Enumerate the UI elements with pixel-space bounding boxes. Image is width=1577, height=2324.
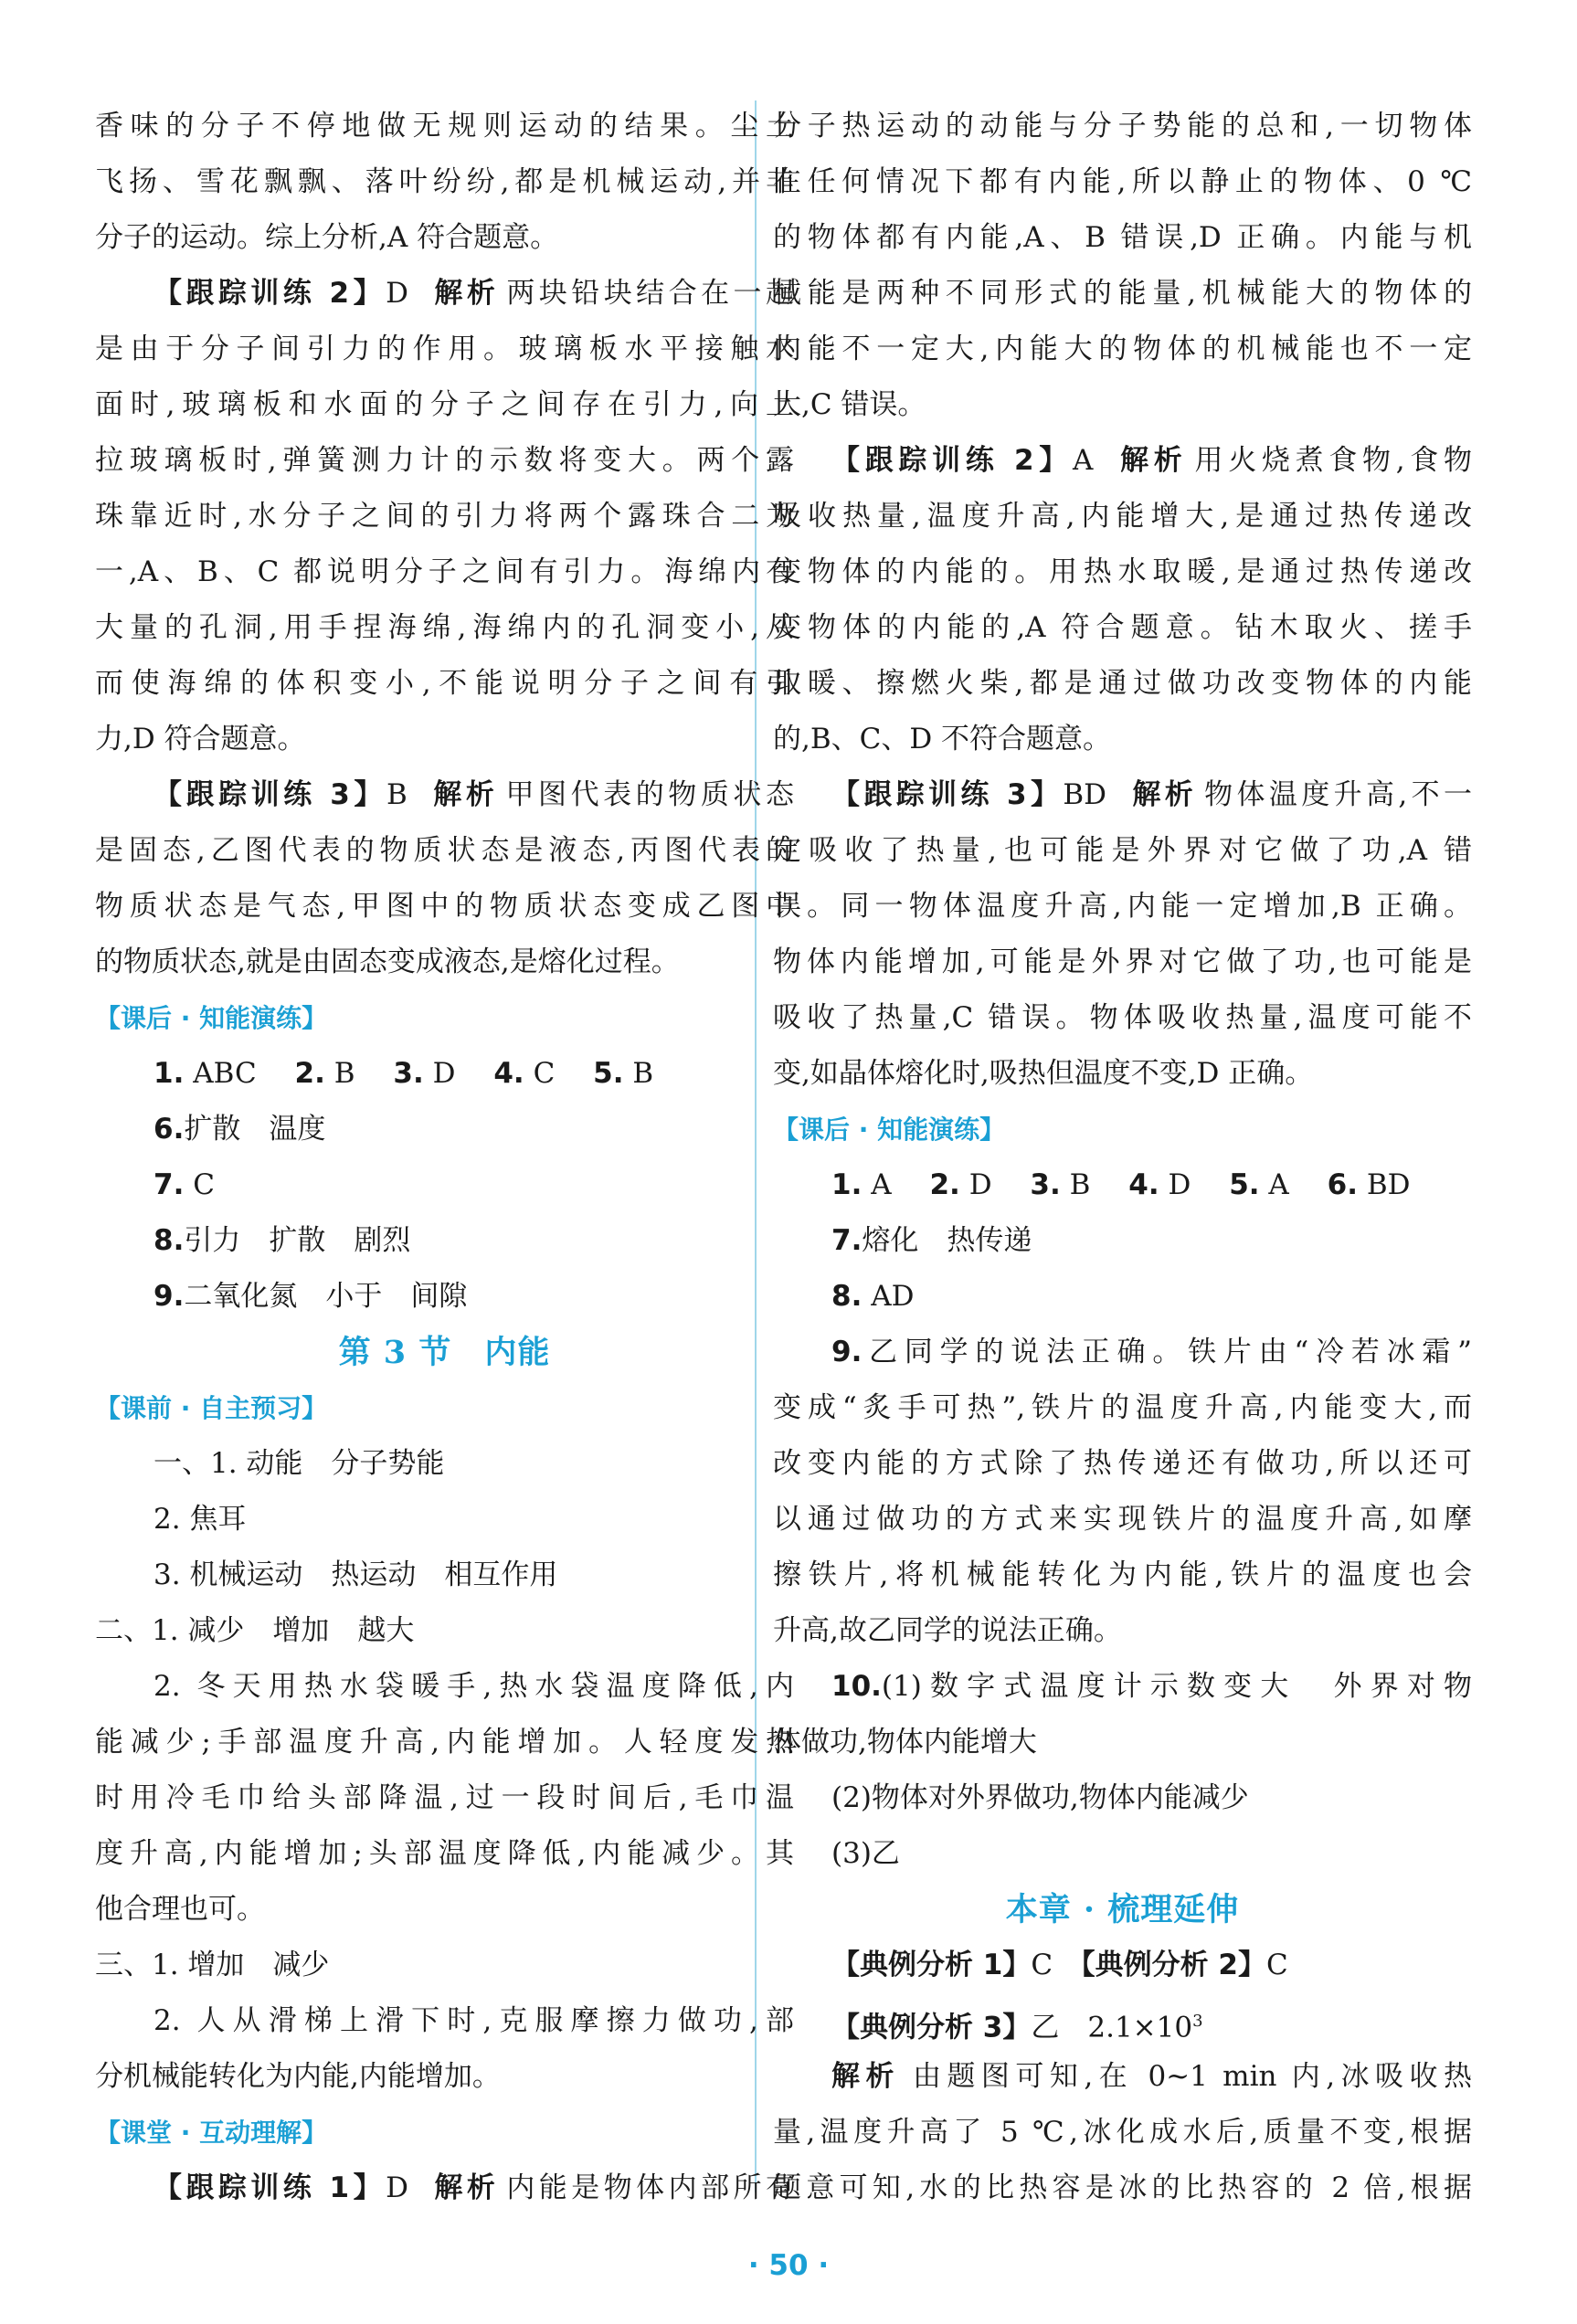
text-line: 变成“炙手可热”,铁片的温度升高,内能变大,而 (773, 1391, 1472, 1424)
text-line: 是固态,乙图代表的物质状态是液态,丙图代表的 (95, 834, 794, 867)
text-line: 的,B、C、D 不符合题意。 (773, 723, 1112, 755)
text-line: 擦铁片,将机械能转化为内能,铁片的温度也会 (773, 1558, 1472, 1591)
text-line: 2. 冬天用热水袋暖手,热水袋温度降低,内 (153, 1670, 794, 1703)
chapter-summary-title: 本章 · 梳理延伸 (1005, 1891, 1240, 1928)
answer-8: 8.引力 扩散 剧烈 (153, 1224, 411, 1257)
text-line: 内能不一定大,内能大的物体的机械能也不一定 (773, 333, 1472, 365)
answer-6: 6.扩散 温度 (153, 1113, 326, 1146)
text-line: 度升高,内能增加;头部温度降低,内能减少。其 (95, 1837, 794, 1870)
text-line: 械能是两种不同形式的能量,机械能大的物体的 (773, 277, 1472, 310)
answer-7: 7.熔化 热传递 (831, 1224, 1032, 1257)
answer-7: 7. C (153, 1168, 215, 1201)
text-line: 升高,故乙同学的说法正确。 (773, 1614, 1122, 1647)
text-line: 二、1. 减少 增加 越大 (95, 1614, 415, 1647)
section-tag-in-class: 【课堂 · 互动理解】 (95, 2118, 328, 2148)
text-line: 香味的分子不停地做无规则运动的结果。尘土 (95, 110, 794, 143)
text-line: 在任何情况下都有内能,所以静止的物体、0 ℃ (773, 165, 1472, 198)
text-line: 解析 由题图可知,在 0~1 min 内,冰吸收热 (831, 2060, 1472, 2093)
text-line: 2. 人从滑梯上滑下时,克服摩擦力做功,部 (153, 2004, 794, 2037)
text-line: 以通过做功的方式来实现铁片的温度升高,如摩 (773, 1503, 1472, 1536)
text-line: 变物体的内能的,A 符合题意。钻木取火、搓手 (773, 611, 1472, 644)
text-line: 变物体的内能的。用热水取暖,是通过热传递改 (773, 555, 1472, 588)
text-line: 物质状态是气态,甲图中的物质状态变成乙图中 (95, 890, 794, 923)
answer-10: 10.(1)数字式温度计示数变大 外界对物 (831, 1670, 1472, 1703)
answer-9: 9.二氧化氮 小于 间隙 (153, 1280, 468, 1313)
text-line: 大,C 错误。 (773, 388, 926, 421)
text-line: 吸收了热量,C 错误。物体吸收热量,温度可能不 (773, 1001, 1472, 1034)
text-line: 拉玻璃板时,弹簧测力计的示数将变大。两个露 (95, 444, 794, 477)
answer-9: 9.乙同学的说法正确。铁片由“冷若冰霜” (831, 1336, 1472, 1368)
text-line: 的物体都有内能,A、B 错误,D 正确。内能与机 (773, 221, 1472, 254)
answer-row-1-5: 1. ABC 2. B 3. D 4. C 5. B (153, 1057, 654, 1090)
text-line: 三、1. 增加 减少 (95, 1949, 330, 1981)
answer-8: 8. AD (831, 1280, 915, 1313)
section-title: 第 3 节 内能 (338, 1334, 551, 1371)
text-line: 一、1. 动能 分子势能 (153, 1447, 445, 1480)
text-line: 而使海绵的体积变小,不能说明分子之间有引 (95, 667, 794, 700)
answer-row-1-6: 1. A 2. D 3. B 4. D 5. A 6. BD (831, 1168, 1411, 1201)
text-line: 误。同一物体温度升高,内能一定增加,B 正确。 (773, 890, 1472, 923)
text-line: 变,如晶体熔化时,吸热但温度不变,D 正确。 (773, 1057, 1314, 1090)
tracking-exercise-2: 【跟踪训练 2】D 解析 两块铅块结合在一起 (153, 277, 794, 310)
text-line: (3)乙 (831, 1837, 900, 1870)
text-line: 分子的运动。综上分析,A 符合题意。 (95, 221, 559, 254)
text-line: 题意可知,水的比热容是冰的比热容的 2 倍,根据 (773, 2171, 1472, 2204)
text-line: 时用冷毛巾给头部降温,过一段时间后,毛巾温 (95, 1781, 794, 1814)
example-analysis-3: 【典例分析 3】乙 $2.1\times 10^3$ (831, 2011, 1203, 2044)
text-line: 吸收热量,温度升高,内能增大,是通过热传递改 (773, 500, 1472, 533)
text-line: 定吸收了热量,也可能是外界对它做了功,A 错 (773, 834, 1472, 867)
tracking-exercise-3: 【跟踪训练 3】BD 解析 物体温度升高,不一 (831, 778, 1472, 811)
tracking-exercise-1: 【跟踪训练 1】D 解析 内能是物体内部所有 (153, 2171, 794, 2204)
text-line: 能减少;手部温度升高,内能增加。人轻度发热 (95, 1726, 794, 1759)
text-line: 取暖、擦燃火柴,都是通过做功改变物体的内能 (773, 667, 1472, 700)
tracking-exercise-2: 【跟踪训练 2】A 解析 用火烧煮食物,食物 (831, 444, 1472, 477)
text-line: 的物质状态,就是由固态变成液态,是熔化过程。 (95, 945, 680, 978)
text-line: 面时,玻璃板和水面的分子之间存在引力,向上 (95, 388, 794, 421)
example-analysis-1-2: 【典例分析 1】C 【典例分析 2】C (831, 1949, 1288, 1981)
section-tag-after-class: 【课后 · 知能演练】 (773, 1114, 1006, 1145)
text-line: 他合理也可。 (95, 1893, 265, 1926)
text-line: 是由于分子间引力的作用。玻璃板水平接触水 (95, 333, 794, 365)
tracking-exercise-3: 【跟踪训练 3】B 解析 甲图代表的物质状态 (153, 778, 794, 811)
text-line: 量,温度升高了 5 ℃,冰化成水后,质量不变,根据 (773, 2116, 1472, 2149)
text-line: 3. 机械运动 热运动 相互作用 (153, 1558, 558, 1591)
text-line: (2)物体对外界做功,物体内能减少 (831, 1781, 1249, 1814)
text-line: 物体内能增加,可能是外界对它做了功,也可能是 (773, 945, 1472, 978)
text-line: 分机械能转化为内能,内能增加。 (95, 2060, 501, 2093)
text-line: 2. 焦耳 (153, 1503, 247, 1536)
text-line: 力,D 符合题意。 (95, 723, 306, 755)
section-tag-after-class: 【课后 · 知能演练】 (95, 1003, 328, 1033)
page-number: · 50 · (747, 2249, 830, 2282)
text-line: 大量的孔洞,用手捏海绵,海绵内的孔洞变小,从 (95, 611, 794, 644)
text-line: 改变内能的方式除了热传递还有做功,所以还可 (773, 1447, 1472, 1480)
text-line: 珠靠近时,水分子之间的引力将两个露珠合二为 (95, 500, 794, 533)
text-line: 体做功,物体内能增大 (773, 1726, 1037, 1759)
text-line: 分子热运动的动能与分子势能的总和,一切物体 (773, 110, 1472, 143)
text-line: 一,A、B、C 都说明分子之间有引力。海绵内有 (95, 555, 794, 588)
right-column (773, 99, 1472, 2216)
text-line: 飞扬、雪花飘飘、落叶纷纷,都是机械运动,并非 (95, 165, 794, 198)
left-column (95, 99, 794, 2216)
section-tag-pre-class: 【课前 · 自主预习】 (95, 1393, 328, 1423)
